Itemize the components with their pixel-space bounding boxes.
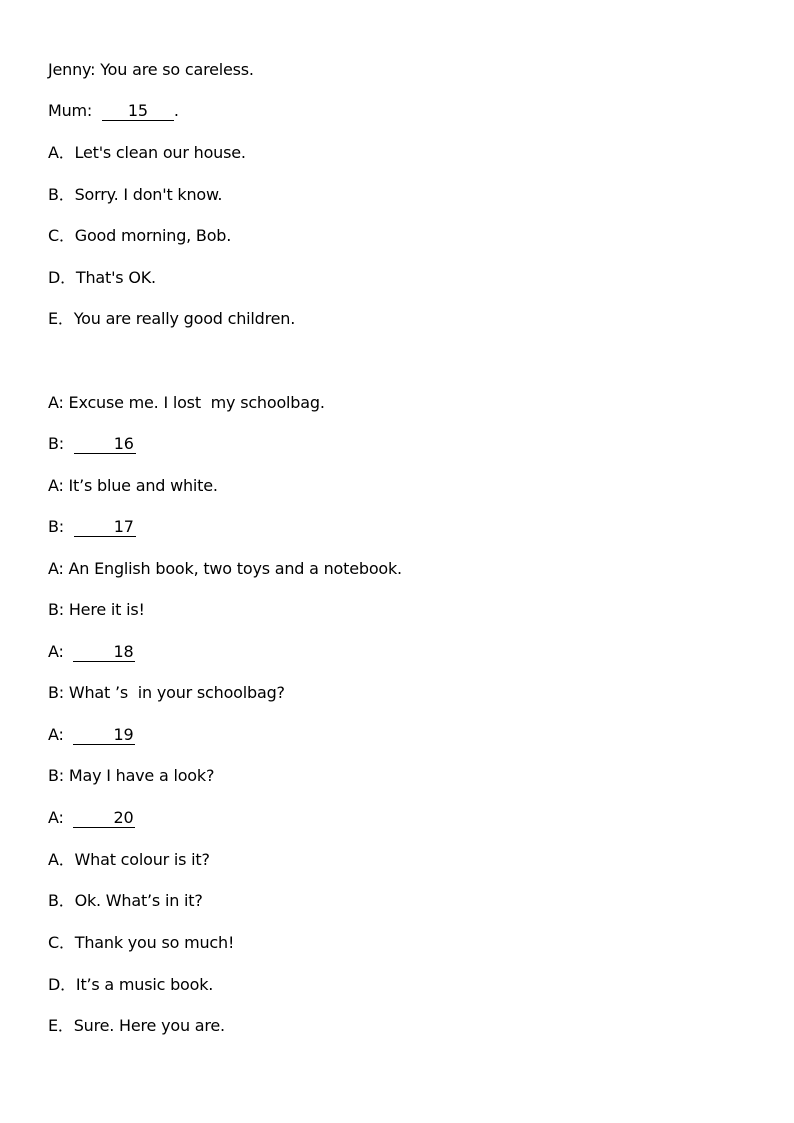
dialogue-line: B: May I have a look? <box>48 766 215 785</box>
answer-blank-19[interactable]: 19 <box>73 726 135 745</box>
speaker-label: A: <box>48 808 74 827</box>
answer-blank-16[interactable]: 16 <box>74 435 136 454</box>
option-d: D．That's OK. <box>48 268 156 287</box>
answer-blank-20[interactable]: 20 <box>73 809 135 828</box>
speaker-label: B: <box>48 434 74 453</box>
dialogue-line-jenny: Jenny: You are so careless. <box>48 60 254 79</box>
dialogue-line: B: What ’s in your schoolbag? <box>48 683 285 702</box>
option-e: E．You are really good children. <box>48 309 296 328</box>
option-c: C．Thank you so much! <box>48 933 235 952</box>
option-b: B．Sorry. I don't know. <box>48 185 223 204</box>
speaker-label: B: <box>48 517 74 536</box>
dialogue-line: B: Here it is! <box>48 600 145 619</box>
answer-blank-15[interactable]: 15 <box>102 102 174 121</box>
speaker-label: A: <box>48 725 74 744</box>
speaker-label: A: <box>48 642 74 661</box>
answer-blank-17[interactable]: 17 <box>74 518 136 537</box>
option-c: C．Good morning, Bob. <box>48 226 232 245</box>
dialogue-line: A: Excuse me. I lost my schoolbag. <box>48 393 325 412</box>
dialogue-line: A: An English book, two toys and a notebook. <box>48 559 402 578</box>
option-a: A．What colour is it? <box>48 850 210 869</box>
dialogue-line <box>48 725 135 745</box>
line-suffix: . <box>173 101 179 120</box>
dialogue-line <box>48 642 135 662</box>
option-b: B．Ok. What’s in it? <box>48 891 203 910</box>
option-e: E．Sure. Here you are. <box>48 1016 225 1035</box>
dialogue-line-mum <box>48 101 179 121</box>
option-a: A．Let's clean our house. <box>48 143 246 162</box>
dialogue-line <box>48 517 136 537</box>
dialogue-line <box>48 808 135 828</box>
answer-blank-18[interactable]: 18 <box>73 643 135 662</box>
dialogue-line: A: It’s blue and white. <box>48 476 218 495</box>
dialogue-line <box>48 434 136 454</box>
speaker-label: Mum: <box>48 101 102 120</box>
option-d: D．It’s a music book. <box>48 975 214 994</box>
